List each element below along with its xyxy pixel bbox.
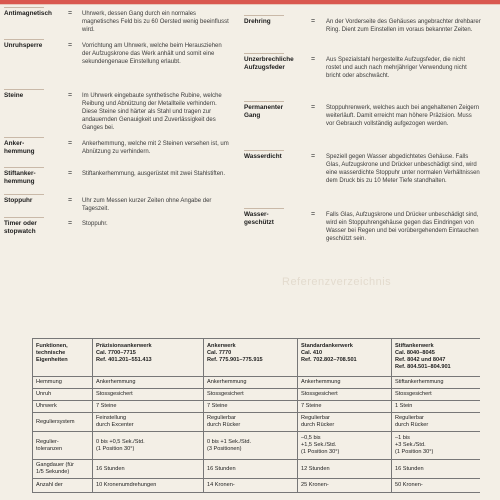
term-divider bbox=[4, 7, 44, 8]
table-cell: Ankerhemmung bbox=[298, 377, 392, 389]
table-cell: Stossgesichert bbox=[93, 389, 204, 401]
glossary-term: Stoppuhr bbox=[4, 197, 33, 204]
term-divider bbox=[4, 167, 44, 168]
row-label-cell: Anzahl der bbox=[33, 479, 93, 493]
table-row bbox=[33, 389, 481, 401]
table-cell: Ankerhemmung bbox=[204, 377, 298, 389]
term-divider bbox=[244, 101, 284, 102]
row-label-cell: Hemmung bbox=[33, 377, 93, 389]
table-cell: 0 bis +0,5 Sek./Std. (1 Position 30°) bbox=[93, 432, 204, 460]
glossary-term: Wasserdicht bbox=[244, 153, 282, 160]
glossary-definition: Stoppuhr. bbox=[82, 221, 108, 227]
term-divider bbox=[4, 217, 44, 218]
table-cell: Feinstellung durch Excenter bbox=[93, 413, 204, 432]
equals-sign: = bbox=[311, 153, 316, 160]
table-cell: 50 Kronen- bbox=[392, 479, 481, 493]
table-header-row bbox=[33, 339, 481, 377]
table-row bbox=[33, 413, 481, 432]
equals-sign: = bbox=[68, 220, 73, 227]
table-cell: Ankerhemmung bbox=[93, 377, 204, 389]
glossary-term: Antimagnetisch bbox=[4, 10, 52, 17]
table-cell: Stiftankerhemmung bbox=[392, 377, 481, 389]
row-label-cell: Reguliersystem bbox=[33, 413, 93, 432]
term-divider bbox=[244, 208, 284, 209]
equals-sign: = bbox=[68, 10, 73, 17]
glossary-definition: An der Vorderseite des Gehäuses angebrachter drehbarer Ring. Dient zum Einstellen im voraus bekannter Zeiten. bbox=[326, 19, 481, 33]
glossary-definition: Aus Spezialstahl hergestellte Aufzugsfeder, die nicht rostet und auch nach mehrjähriger Verwendung nicht bricht oder abschwächt. bbox=[326, 57, 467, 79]
table-cell: –1 bis +3 Sek./Std. (1 Position 30°) bbox=[392, 432, 481, 460]
table-cell: –0,5 bis +1,5 Sek./Std. (1 Position 30°) bbox=[298, 432, 392, 460]
term-divider bbox=[244, 53, 284, 54]
comparison-table bbox=[32, 338, 480, 493]
table-row bbox=[33, 479, 481, 493]
table-cell: 12 Stunden bbox=[298, 460, 392, 479]
header-cell: Standardankerwerk Cal. 410 Ref. 702.802–708.501 bbox=[298, 339, 392, 377]
glossary-definition: Falls Glas, Aufzugskrone und Drücker unbeschädigt sind, wird ein Stoppuhrengehäuse gegen das Eindringen von Wasser bei Regen und bei vorübergehendem Eintauchen geschützt sein. bbox=[326, 212, 479, 242]
table-cell: 14 Kronen- bbox=[204, 479, 298, 493]
term-divider bbox=[4, 137, 44, 138]
comparison-table-wrapper bbox=[32, 338, 480, 500]
term-divider bbox=[4, 39, 44, 40]
glossary-definition: Speziell gegen Wasser abgedichtetes Gehäuse. Falls Glas, Aufzugskrone und Drücker unbeschädigt sind, wird eine wasserdichte Stoppuhr unter normalen Verhältnissen dem Druck bis zu 10 Meter Tiefe standhalten. bbox=[326, 154, 480, 184]
table-cell: 0 bis +1 Sek./Std. (3 Positionen) bbox=[204, 432, 298, 460]
row-label-cell: Gangdauer (für 1/5 Sekunde) bbox=[33, 460, 93, 479]
table-row bbox=[33, 432, 481, 460]
glossary-term: Unzerbrechliche Aufzugsfeder bbox=[244, 56, 294, 71]
table-cell: Regulierbar durch Rücker bbox=[392, 413, 481, 432]
glossary-definition: Uhrwerk, dessen Gang durch ein normales magnetisches Feld bis zu 60 Oersted wenig beeinflusst wird. bbox=[82, 11, 229, 33]
equals-sign: = bbox=[68, 92, 73, 99]
equals-sign: = bbox=[68, 140, 73, 147]
glossary-definition: Ankerhemmung, welche mit 2 Steinen versehen ist, um Abnützung zu verhindern. bbox=[82, 141, 229, 155]
header-cell: Präzisionsankerwerk Cal. 7700–7715 Ref. 401.201–551.413 bbox=[93, 339, 204, 377]
table-cell: Stossgesichert bbox=[392, 389, 481, 401]
table-cell: 1 Stein bbox=[392, 401, 481, 413]
table-cell: 7 Steine bbox=[204, 401, 298, 413]
table-cell: Regulierbar durch Rücker bbox=[204, 413, 298, 432]
table-row bbox=[33, 401, 481, 413]
table-cell: 16 Stunden bbox=[204, 460, 298, 479]
ghost-heading: Referenzverzeichnis bbox=[282, 276, 392, 288]
glossary-term: Stiftanker- hemmung bbox=[4, 170, 36, 185]
glossary-definition: Stoppuhrenwerk, welches auch bei angehaltenen Zeigern weiterläuft. Damit erreicht man höhere Präzision. Muss vor Gebrauch vollständig aufgezogen werden. bbox=[326, 105, 480, 127]
equals-sign: = bbox=[68, 42, 73, 49]
term-divider bbox=[244, 15, 284, 16]
equals-sign: = bbox=[311, 18, 316, 25]
table-cell: 10 Kronenumdrehungen bbox=[93, 479, 204, 493]
table-cell: 7 Steine bbox=[93, 401, 204, 413]
table-cell: 16 Stunden bbox=[93, 460, 204, 479]
table-cell: Stossgesichert bbox=[204, 389, 298, 401]
header-cell: Funktionen, technische Eigenheiten bbox=[33, 339, 93, 377]
equals-sign: = bbox=[311, 56, 316, 63]
table-cell: 7 Steine bbox=[298, 401, 392, 413]
table-row bbox=[33, 460, 481, 479]
glossary-definition: Uhr zum Messen kurzer Zeiten ohne Angabe der Tageszeit. bbox=[82, 198, 212, 212]
table-row bbox=[33, 377, 481, 389]
term-divider bbox=[4, 89, 44, 90]
glossary-term: Drehring bbox=[244, 18, 271, 25]
equals-sign: = bbox=[68, 197, 73, 204]
row-label-cell: Regulier- toleranzen bbox=[33, 432, 93, 460]
glossary-definition: Stiftankerhemmung, ausgerüstet mit zwei Stahlstiften. bbox=[82, 171, 226, 177]
table-cell: 25 Kronen- bbox=[298, 479, 392, 493]
table-cell: Regulierbar durch Rücker bbox=[298, 413, 392, 432]
glossary-definition: Im Uhrwerk eingebaute synthetische Rubine, welche Reibung und Abnützung der Metallteile verhindern. Diese Steine sind härter als Stahl und tragen zur andauernden Genauigkeit und Zuverlässigkeit des Ganges bei. bbox=[82, 93, 222, 131]
glossary-term: Unruhsperre bbox=[4, 42, 43, 49]
glossary-definition: Vorrichtung am Uhrwerk, welche beim Herausziehen der Aufzugskrone das Werk anhält und somit eine sekundengenaue Einstellung erlaubt. bbox=[82, 43, 222, 65]
equals-sign: = bbox=[311, 211, 316, 218]
glossary-term: Timer oder stopwatch bbox=[4, 220, 37, 235]
glossary-term: Anker- hemmung bbox=[4, 140, 35, 155]
glossary-term: Steine bbox=[4, 92, 24, 99]
equals-sign: = bbox=[311, 104, 316, 111]
row-label-cell: Uhrwerk bbox=[33, 401, 93, 413]
term-divider bbox=[4, 194, 44, 195]
header-cell: Stiftankerwerk Cal. 8040–8045 Ref. 8042 und 8047 Ref. 804.501–804.901 bbox=[392, 339, 481, 377]
glossary-term: Wasser- geschützt bbox=[244, 211, 274, 226]
row-label-cell: Unruh bbox=[33, 389, 93, 401]
header-cell: Ankerwerk Cal. 7770 Ref. 775.901–775.915 bbox=[204, 339, 298, 377]
table-cell: Stossgesichert bbox=[298, 389, 392, 401]
glossary-term: Permanenter Gang bbox=[244, 104, 284, 119]
term-divider bbox=[244, 150, 284, 151]
table-cell: 16 Stunden bbox=[392, 460, 481, 479]
equals-sign: = bbox=[68, 170, 73, 177]
